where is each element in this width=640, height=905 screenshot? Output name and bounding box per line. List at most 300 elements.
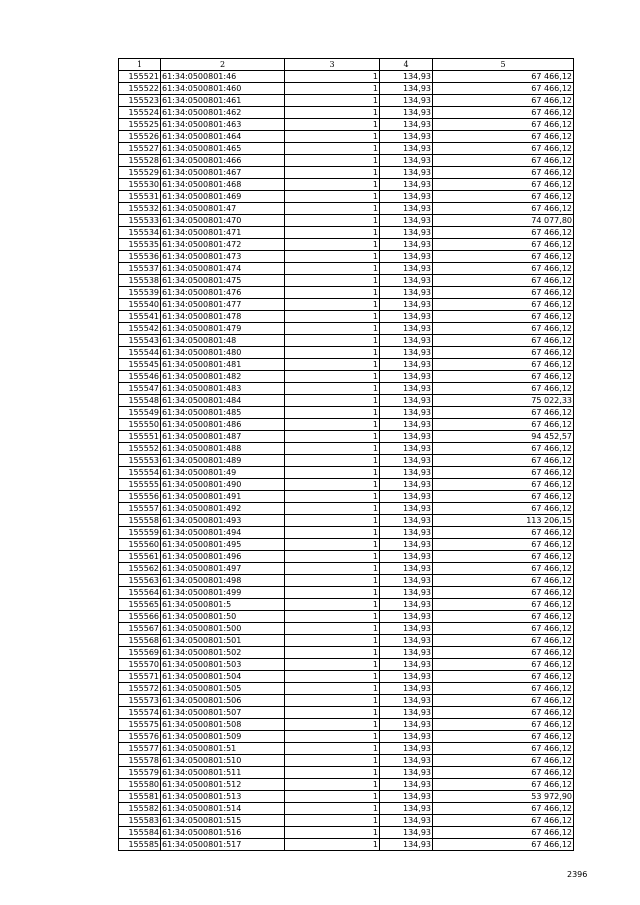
row-number-cell: 155563 — [119, 575, 161, 587]
cost-cell: 67 466,12 — [433, 359, 574, 371]
area-cell: 134,93 — [380, 515, 433, 527]
cadastral-number-cell: 61:34:0500801:47 — [161, 203, 285, 215]
quantity-cell: 1 — [285, 779, 380, 791]
quantity-cell: 1 — [285, 575, 380, 587]
area-cell: 134,93 — [380, 647, 433, 659]
cost-cell: 67 466,12 — [433, 623, 574, 635]
table-row — [119, 575, 574, 587]
column-header-3: 3 — [285, 59, 380, 71]
cost-cell: 67 466,12 — [433, 779, 574, 791]
cost-cell: 67 466,12 — [433, 443, 574, 455]
cost-cell: 67 466,12 — [433, 707, 574, 719]
quantity-cell: 1 — [285, 83, 380, 95]
table-row — [119, 779, 574, 791]
cadastral-number-cell: 61:34:0500801:461 — [161, 95, 285, 107]
area-cell: 134,93 — [380, 803, 433, 815]
cost-cell: 67 466,12 — [433, 551, 574, 563]
cadastral-number-cell: 61:34:0500801:514 — [161, 803, 285, 815]
row-number-cell: 155555 — [119, 479, 161, 491]
cadastral-number-cell: 61:34:0500801:482 — [161, 371, 285, 383]
cadastral-number-cell: 61:34:0500801:479 — [161, 323, 285, 335]
cost-cell: 67 466,12 — [433, 719, 574, 731]
quantity-cell: 1 — [285, 527, 380, 539]
row-number-cell: 155547 — [119, 383, 161, 395]
cadastral-number-cell: 61:34:0500801:505 — [161, 683, 285, 695]
quantity-cell: 1 — [285, 743, 380, 755]
cadastral-number-cell: 61:34:0500801:468 — [161, 179, 285, 191]
area-cell: 134,93 — [380, 407, 433, 419]
quantity-cell: 1 — [285, 215, 380, 227]
cadastral-number-cell: 61:34:0500801:504 — [161, 671, 285, 683]
cadastral-number-cell: 61:34:0500801:487 — [161, 431, 285, 443]
area-cell: 134,93 — [380, 155, 433, 167]
cost-cell: 67 466,12 — [433, 803, 574, 815]
area-cell: 134,93 — [380, 107, 433, 119]
row-number-cell: 155557 — [119, 503, 161, 515]
cadastral-number-cell: 61:34:0500801:5 — [161, 599, 285, 611]
cost-cell: 67 466,12 — [433, 755, 574, 767]
cadastral-number-cell: 61:34:0500801:464 — [161, 131, 285, 143]
area-cell: 134,93 — [380, 263, 433, 275]
quantity-cell: 1 — [285, 635, 380, 647]
table-row — [119, 731, 574, 743]
column-header-1: 1 — [119, 59, 161, 71]
quantity-cell: 1 — [285, 311, 380, 323]
quantity-cell: 1 — [285, 155, 380, 167]
cost-cell: 67 466,12 — [433, 671, 574, 683]
cadastral-number-cell: 61:34:0500801:471 — [161, 227, 285, 239]
table-row — [119, 407, 574, 419]
area-cell: 134,93 — [380, 191, 433, 203]
area-cell: 134,93 — [380, 563, 433, 575]
area-cell: 134,93 — [380, 239, 433, 251]
cost-cell: 67 466,12 — [433, 107, 574, 119]
cadastral-number-cell: 61:34:0500801:502 — [161, 647, 285, 659]
quantity-cell: 1 — [285, 431, 380, 443]
row-number-cell: 155534 — [119, 227, 161, 239]
cost-cell: 67 466,12 — [433, 131, 574, 143]
cadastral-number-cell: 61:34:0500801:488 — [161, 443, 285, 455]
row-number-cell: 155575 — [119, 719, 161, 731]
column-header-4: 4 — [380, 59, 433, 71]
quantity-cell: 1 — [285, 419, 380, 431]
quantity-cell: 1 — [285, 227, 380, 239]
area-cell: 134,93 — [380, 587, 433, 599]
cost-cell: 67 466,12 — [433, 143, 574, 155]
row-number-cell: 155525 — [119, 119, 161, 131]
table-row — [119, 323, 574, 335]
area-cell: 134,93 — [380, 371, 433, 383]
area-cell: 134,93 — [380, 359, 433, 371]
area-cell: 134,93 — [380, 623, 433, 635]
cost-cell: 113 206,15 — [433, 515, 574, 527]
table-row — [119, 743, 574, 755]
cadastral-number-cell: 61:34:0500801:476 — [161, 287, 285, 299]
row-number-cell: 155579 — [119, 767, 161, 779]
table-row — [119, 635, 574, 647]
quantity-cell: 1 — [285, 131, 380, 143]
cadastral-number-cell: 61:34:0500801:48 — [161, 335, 285, 347]
cadastral-number-cell: 61:34:0500801:477 — [161, 299, 285, 311]
table-row — [119, 659, 574, 671]
area-cell: 134,93 — [380, 659, 433, 671]
column-header-5: 5 — [433, 59, 574, 71]
quantity-cell: 1 — [285, 395, 380, 407]
cost-cell: 67 466,12 — [433, 635, 574, 647]
table-row — [119, 335, 574, 347]
quantity-cell: 1 — [285, 479, 380, 491]
row-number-cell: 155552 — [119, 443, 161, 455]
quantity-cell: 1 — [285, 107, 380, 119]
row-number-cell: 155538 — [119, 275, 161, 287]
table-row — [119, 647, 574, 659]
quantity-cell: 1 — [285, 251, 380, 263]
table-row — [119, 839, 574, 851]
quantity-cell: 1 — [285, 767, 380, 779]
cadastral-number-cell: 61:34:0500801:474 — [161, 263, 285, 275]
cost-cell: 67 466,12 — [433, 743, 574, 755]
row-number-cell: 155583 — [119, 815, 161, 827]
row-number-cell: 155558 — [119, 515, 161, 527]
cost-cell: 67 466,12 — [433, 227, 574, 239]
cost-cell: 67 466,12 — [433, 155, 574, 167]
cadastral-number-cell: 61:34:0500801:515 — [161, 815, 285, 827]
cost-cell: 67 466,12 — [433, 251, 574, 263]
quantity-cell: 1 — [285, 359, 380, 371]
cost-cell: 67 466,12 — [433, 299, 574, 311]
row-number-cell: 155572 — [119, 683, 161, 695]
table-row — [119, 599, 574, 611]
row-number-cell: 155582 — [119, 803, 161, 815]
cadastral-number-cell: 61:34:0500801:491 — [161, 491, 285, 503]
cost-cell: 67 466,12 — [433, 731, 574, 743]
area-cell: 134,93 — [380, 443, 433, 455]
cadastral-number-cell: 61:34:0500801:509 — [161, 731, 285, 743]
row-number-cell: 155541 — [119, 311, 161, 323]
table-row — [119, 503, 574, 515]
area-cell: 134,93 — [380, 395, 433, 407]
cost-cell: 67 466,12 — [433, 539, 574, 551]
row-number-cell: 155580 — [119, 779, 161, 791]
row-number-cell: 155565 — [119, 599, 161, 611]
quantity-cell: 1 — [285, 167, 380, 179]
cost-cell: 67 466,12 — [433, 599, 574, 611]
row-number-cell: 155568 — [119, 635, 161, 647]
cadastral-number-cell: 61:34:0500801:475 — [161, 275, 285, 287]
cadastral-number-cell: 61:34:0500801:489 — [161, 455, 285, 467]
row-number-cell: 155584 — [119, 827, 161, 839]
table-row — [119, 671, 574, 683]
table-row — [119, 119, 574, 131]
row-number-cell: 155567 — [119, 623, 161, 635]
cost-cell: 67 466,12 — [433, 419, 574, 431]
area-cell: 134,93 — [380, 755, 433, 767]
quantity-cell: 1 — [285, 299, 380, 311]
cost-cell: 67 466,12 — [433, 839, 574, 851]
area-cell: 134,93 — [380, 839, 433, 851]
table-row — [119, 431, 574, 443]
row-number-cell: 155524 — [119, 107, 161, 119]
table-row — [119, 203, 574, 215]
quantity-cell: 1 — [285, 335, 380, 347]
area-cell: 134,93 — [380, 419, 433, 431]
area-cell: 134,93 — [380, 479, 433, 491]
cost-cell: 67 466,12 — [433, 167, 574, 179]
quantity-cell: 1 — [285, 659, 380, 671]
quantity-cell: 1 — [285, 383, 380, 395]
cadastral-number-cell: 61:34:0500801:473 — [161, 251, 285, 263]
row-number-cell: 155554 — [119, 467, 161, 479]
table-row — [119, 347, 574, 359]
table-row — [119, 107, 574, 119]
cost-cell: 67 466,12 — [433, 563, 574, 575]
cost-cell: 67 466,12 — [433, 611, 574, 623]
table-row — [119, 443, 574, 455]
area-cell: 134,93 — [380, 71, 433, 83]
quantity-cell: 1 — [285, 119, 380, 131]
cadastral-number-cell: 61:34:0500801:516 — [161, 827, 285, 839]
row-number-cell: 155571 — [119, 671, 161, 683]
row-number-cell: 155577 — [119, 743, 161, 755]
cadastral-number-cell: 61:34:0500801:49 — [161, 467, 285, 479]
quantity-cell: 1 — [285, 719, 380, 731]
area-cell: 134,93 — [380, 275, 433, 287]
row-number-cell: 155551 — [119, 431, 161, 443]
cost-cell: 75 022,33 — [433, 395, 574, 407]
area-cell: 134,93 — [380, 143, 433, 155]
cadastral-number-cell: 61:34:0500801:494 — [161, 527, 285, 539]
cost-cell: 67 466,12 — [433, 239, 574, 251]
cost-cell: 67 466,12 — [433, 467, 574, 479]
area-cell: 134,93 — [380, 599, 433, 611]
quantity-cell: 1 — [285, 695, 380, 707]
quantity-cell: 1 — [285, 539, 380, 551]
cost-cell: 67 466,12 — [433, 203, 574, 215]
table-row — [119, 791, 574, 803]
quantity-cell: 1 — [285, 263, 380, 275]
area-cell: 134,93 — [380, 539, 433, 551]
quantity-cell: 1 — [285, 827, 380, 839]
area-cell: 134,93 — [380, 635, 433, 647]
quantity-cell: 1 — [285, 647, 380, 659]
table-row — [119, 755, 574, 767]
table-row — [119, 395, 574, 407]
cadastral-number-cell: 61:34:0500801:496 — [161, 551, 285, 563]
cost-cell: 67 466,12 — [433, 479, 574, 491]
area-cell: 134,93 — [380, 611, 433, 623]
area-cell: 134,93 — [380, 671, 433, 683]
row-number-cell: 155529 — [119, 167, 161, 179]
cost-cell: 67 466,12 — [433, 323, 574, 335]
row-number-cell: 155545 — [119, 359, 161, 371]
quantity-cell: 1 — [285, 755, 380, 767]
cadastral-number-cell: 61:34:0500801:508 — [161, 719, 285, 731]
table-row — [119, 191, 574, 203]
header-row — [119, 59, 574, 71]
area-cell: 134,93 — [380, 767, 433, 779]
area-cell: 134,93 — [380, 695, 433, 707]
table-row — [119, 359, 574, 371]
table-row — [119, 179, 574, 191]
cost-cell: 53 972,90 — [433, 791, 574, 803]
cost-cell: 67 466,12 — [433, 275, 574, 287]
cost-cell: 67 466,12 — [433, 647, 574, 659]
quantity-cell: 1 — [285, 683, 380, 695]
cost-cell: 67 466,12 — [433, 503, 574, 515]
row-number-cell: 155566 — [119, 611, 161, 623]
quantity-cell: 1 — [285, 191, 380, 203]
cost-cell: 67 466,12 — [433, 347, 574, 359]
quantity-cell: 1 — [285, 707, 380, 719]
table-row — [119, 167, 574, 179]
cadastral-number-cell: 61:34:0500801:492 — [161, 503, 285, 515]
area-cell: 134,93 — [380, 347, 433, 359]
area-cell: 134,93 — [380, 287, 433, 299]
cost-cell: 67 466,12 — [433, 455, 574, 467]
cadastral-number-cell: 61:34:0500801:481 — [161, 359, 285, 371]
area-cell: 134,93 — [380, 203, 433, 215]
row-number-cell: 155542 — [119, 323, 161, 335]
row-number-cell: 155531 — [119, 191, 161, 203]
row-number-cell: 155553 — [119, 455, 161, 467]
cost-cell: 67 466,12 — [433, 587, 574, 599]
table-body — [119, 71, 574, 851]
area-cell: 134,93 — [380, 779, 433, 791]
row-number-cell: 155550 — [119, 419, 161, 431]
area-cell: 134,93 — [380, 131, 433, 143]
row-number-cell: 155578 — [119, 755, 161, 767]
row-number-cell: 155523 — [119, 95, 161, 107]
table-row — [119, 695, 574, 707]
quantity-cell: 1 — [285, 563, 380, 575]
area-cell: 134,93 — [380, 815, 433, 827]
row-number-cell: 155576 — [119, 731, 161, 743]
cadastral-number-cell: 61:34:0500801:506 — [161, 695, 285, 707]
quantity-cell: 1 — [285, 71, 380, 83]
row-number-cell: 155526 — [119, 131, 161, 143]
row-number-cell: 155559 — [119, 527, 161, 539]
row-number-cell: 155530 — [119, 179, 161, 191]
table-row — [119, 611, 574, 623]
area-cell: 134,93 — [380, 503, 433, 515]
cadastral-number-cell: 61:34:0500801:484 — [161, 395, 285, 407]
quantity-cell: 1 — [285, 203, 380, 215]
cadastral-number-cell: 61:34:0500801:490 — [161, 479, 285, 491]
row-number-cell: 155564 — [119, 587, 161, 599]
cost-cell: 67 466,12 — [433, 287, 574, 299]
area-cell: 134,93 — [380, 707, 433, 719]
area-cell: 134,93 — [380, 335, 433, 347]
table-row — [119, 371, 574, 383]
table-row — [119, 587, 574, 599]
row-number-cell: 155548 — [119, 395, 161, 407]
quantity-cell: 1 — [285, 371, 380, 383]
quantity-cell: 1 — [285, 467, 380, 479]
quantity-cell: 1 — [285, 731, 380, 743]
area-cell: 134,93 — [380, 551, 433, 563]
row-number-cell: 155537 — [119, 263, 161, 275]
row-number-cell: 155544 — [119, 347, 161, 359]
cost-cell: 67 466,12 — [433, 335, 574, 347]
quantity-cell: 1 — [285, 803, 380, 815]
cost-cell: 67 466,12 — [433, 179, 574, 191]
quantity-cell: 1 — [285, 611, 380, 623]
row-number-cell: 155581 — [119, 791, 161, 803]
table-row — [119, 215, 574, 227]
row-number-cell: 155540 — [119, 299, 161, 311]
cadastral-number-cell: 61:34:0500801:500 — [161, 623, 285, 635]
area-cell: 134,93 — [380, 215, 433, 227]
quantity-cell: 1 — [285, 551, 380, 563]
cadastral-number-cell: 61:34:0500801:462 — [161, 107, 285, 119]
cadastral-number-cell: 61:34:0500801:51 — [161, 743, 285, 755]
area-cell: 134,93 — [380, 467, 433, 479]
cadastral-number-cell: 61:34:0500801:467 — [161, 167, 285, 179]
table-row — [119, 455, 574, 467]
cadastral-number-cell: 61:34:0500801:498 — [161, 575, 285, 587]
table-row — [119, 623, 574, 635]
cadastral-number-cell: 61:34:0500801:497 — [161, 563, 285, 575]
row-number-cell: 155539 — [119, 287, 161, 299]
table-row — [119, 467, 574, 479]
row-number-cell: 155556 — [119, 491, 161, 503]
cadastral-number-cell: 61:34:0500801:517 — [161, 839, 285, 851]
cadastral-number-cell: 61:34:0500801:512 — [161, 779, 285, 791]
table-row — [119, 539, 574, 551]
area-cell: 134,93 — [380, 179, 433, 191]
cost-cell: 67 466,12 — [433, 695, 574, 707]
row-number-cell: 155532 — [119, 203, 161, 215]
table-row — [119, 767, 574, 779]
cost-cell: 67 466,12 — [433, 119, 574, 131]
row-number-cell: 155562 — [119, 563, 161, 575]
area-cell: 134,93 — [380, 119, 433, 131]
quantity-cell: 1 — [285, 839, 380, 851]
area-cell: 134,93 — [380, 791, 433, 803]
row-number-cell: 155560 — [119, 539, 161, 551]
quantity-cell: 1 — [285, 515, 380, 527]
area-cell: 134,93 — [380, 383, 433, 395]
table-row — [119, 239, 574, 251]
quantity-cell: 1 — [285, 587, 380, 599]
cost-cell: 67 466,12 — [433, 491, 574, 503]
row-number-cell: 155522 — [119, 83, 161, 95]
quantity-cell: 1 — [285, 179, 380, 191]
table-row — [119, 155, 574, 167]
quantity-cell: 1 — [285, 815, 380, 827]
area-cell: 134,93 — [380, 455, 433, 467]
area-cell: 134,93 — [380, 719, 433, 731]
area-cell: 134,93 — [380, 227, 433, 239]
area-cell: 134,93 — [380, 167, 433, 179]
cost-cell: 67 466,12 — [433, 527, 574, 539]
area-cell: 134,93 — [380, 731, 433, 743]
area-cell: 134,93 — [380, 527, 433, 539]
cost-cell: 67 466,12 — [433, 407, 574, 419]
cadastral-table — [118, 58, 574, 851]
cadastral-number-cell: 61:34:0500801:46 — [161, 71, 285, 83]
table-row — [119, 311, 574, 323]
cadastral-number-cell: 61:34:0500801:495 — [161, 539, 285, 551]
table-row — [119, 227, 574, 239]
cadastral-number-cell: 61:34:0500801:50 — [161, 611, 285, 623]
cost-cell: 67 466,12 — [433, 371, 574, 383]
cadastral-number-cell: 61:34:0500801:507 — [161, 707, 285, 719]
row-number-cell: 155535 — [119, 239, 161, 251]
row-number-cell: 155570 — [119, 659, 161, 671]
quantity-cell: 1 — [285, 347, 380, 359]
quantity-cell: 1 — [285, 443, 380, 455]
